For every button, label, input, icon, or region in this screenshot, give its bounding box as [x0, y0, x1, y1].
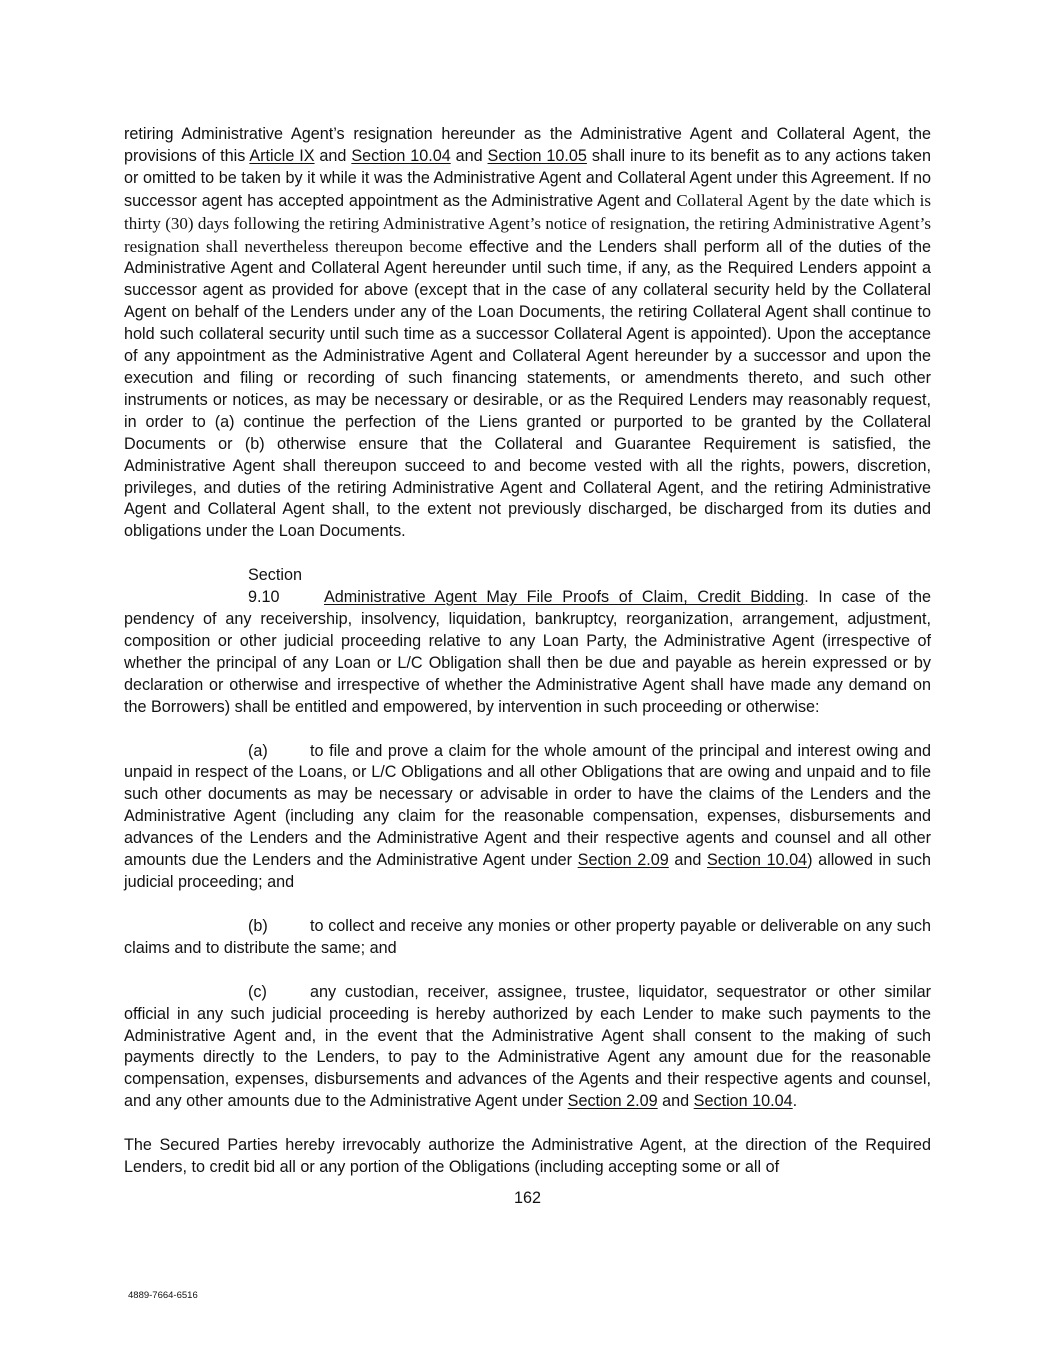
document-id: 4889-7664-6516 — [128, 1290, 198, 1301]
paragraph-credit-bid — [124, 1135, 931, 1179]
clause-label: (a) — [248, 741, 268, 760]
clause-text: and — [657, 1092, 694, 1111]
clause-b — [124, 916, 931, 960]
cross-reference-link[interactable]: Section 2.09 — [567, 1092, 658, 1111]
clause-text: any custodian, receiver, assignee, trustee, liquidator, sequestrator or other similar official in any such judicial proceeding is hereby authorized by each Lender to make such payments to the Administrative Agent and, in the event that the Administrative Agent shall consent to the making of such payments directly to the Lenders, to pay to the Administrative Agent any amount due for the reasonable compensation, expenses, disbursements and advances of the Agents and their respective agents and counsel, and any other amounts due to the Administrative Agent under — [124, 982, 931, 1111]
clause-label: (c) — [248, 982, 267, 1001]
cross-reference-link[interactable]: Article IX — [249, 146, 315, 165]
clause-c — [124, 982, 931, 1113]
clause-a — [124, 741, 931, 894]
section-heading: Administrative Agent May File Proofs of Claim, Credit Bidding — [324, 588, 805, 607]
clause-text: to file and prove a claim for the whole amount of the principal and interest owing and unpaid in respect of the Loans, or L/C Obligations and all other Obligations that are owing and unpaid and to file such other documents as may be necessary or advisable in order to have the claims of the Lenders and the Administrative Agent (including any claim for the reasonable compensation, expenses, disbursements and advances of the Lenders and the Administrative Agent and their respective agents and counsel and all other amounts due the Lenders and the Administrative Agent under — [124, 741, 931, 870]
section-9-10-paragraph — [124, 565, 931, 718]
page-body — [124, 124, 931, 1179]
paragraph-text: Collateral Agent by the date which is thirty (30) days following the retiring Administrative Agent’s notice of resignation, the retiring Administrative Agent’s resignation shall nevertheless thereupon become — [124, 190, 931, 256]
paragraph-text: and — [450, 146, 488, 165]
paragraph-text: effective and the Lenders shall perform all of the duties of the Administrative Agent and Collateral Agent hereunder until such time, if any, as the Required Lenders appoint a successor agent as provided for above (except that in the case of any collateral security held by the Collateral Agent on behalf of the Lenders under any of the Loan Documents, the retiring Collateral Agent shall continue to hold such collateral security until such time as a successor Collateral Agent is appointed). Upon the acceptance of any appointment as the Administrative Agent and Collateral Agent hereunder by a successor and upon the execution and filing or recording of such financing statements, or amendments thereto, and such other instruments or notices, as may be necessary or desirable, or as the Required Lenders may reasonably request, in order to (a) continue the perfection of the Liens granted or purported to be granted by the Collateral Documents or (b) otherwise ensure that the Collateral and Guarantee Requirement is satisfied, the Administrative Agent shall thereupon succeed to and become vested with all the rights, powers, discretion, privileges, and duties of the retiring Administrative Agent and Collateral Agent, and the retiring Administrative Agent and Collateral Agent shall, to the extent not previously discharged, be discharged from its duties and obligations under the Loan Documents. — [124, 237, 931, 541]
section-number: Section 9.10 — [248, 566, 302, 607]
cross-reference-link[interactable]: Section 10.04 — [351, 146, 451, 165]
section-body: In case of the pendency of any receivership, insolvency, liquidation, bankruptcy, reorganization, arrangement, adjustment, composition or other judicial proceeding relative to any Loan Party, the Administrative Agent (irrespective of whether the principal of any Loan or L/C Obligation shall then be due and payable as herein expressed or by declaration or otherwise and irrespective of whether the Administrative Agent shall have made any demand on the Borrowers) shall be entitled and empowered, by intervention in such proceeding or otherwise: — [124, 588, 931, 716]
clause-text: . — [792, 1092, 798, 1111]
paragraph-successor-agent — [124, 124, 931, 543]
cross-reference-link[interactable]: Section 10.04 — [706, 851, 808, 870]
section-heading-period: . — [804, 588, 809, 607]
paragraph-text: retiring Administrative Agent’s resignation hereunder as the Administrative Agent and Collateral Agent, the provisions of this — [124, 125, 931, 165]
page-number: 162 — [513, 1189, 541, 1207]
cross-reference-link[interactable]: Section 10.04 — [693, 1092, 793, 1111]
clause-label: (b) — [248, 916, 268, 935]
clause-text: and — [668, 851, 707, 870]
cross-reference-link[interactable]: Section 10.05 — [487, 146, 587, 165]
paragraph-text: shall inure to its benefit as to any actions taken or omitted to be taken by it while it was the Administrative Agent and Collateral Agent under this Agreement. If no successor agent has accepted appointment as the Administrative Agent and — [124, 146, 932, 210]
paragraph-text: and — [314, 146, 352, 165]
cross-reference-link[interactable]: Section 2.09 — [577, 851, 669, 870]
paragraph-text: The Secured Parties hereby irrevocably authorize the Administrative Agent, at the direction of the Required Lenders, to credit bid all or any portion of the Obligations (including accepting some or all of — [124, 1136, 931, 1177]
clause-text: ) allowed in such judicial proceeding; and — [124, 851, 931, 891]
clause-text: to collect and receive any monies or other property payable or deliverable on any such claims and to distribute the same; and — [124, 916, 931, 957]
